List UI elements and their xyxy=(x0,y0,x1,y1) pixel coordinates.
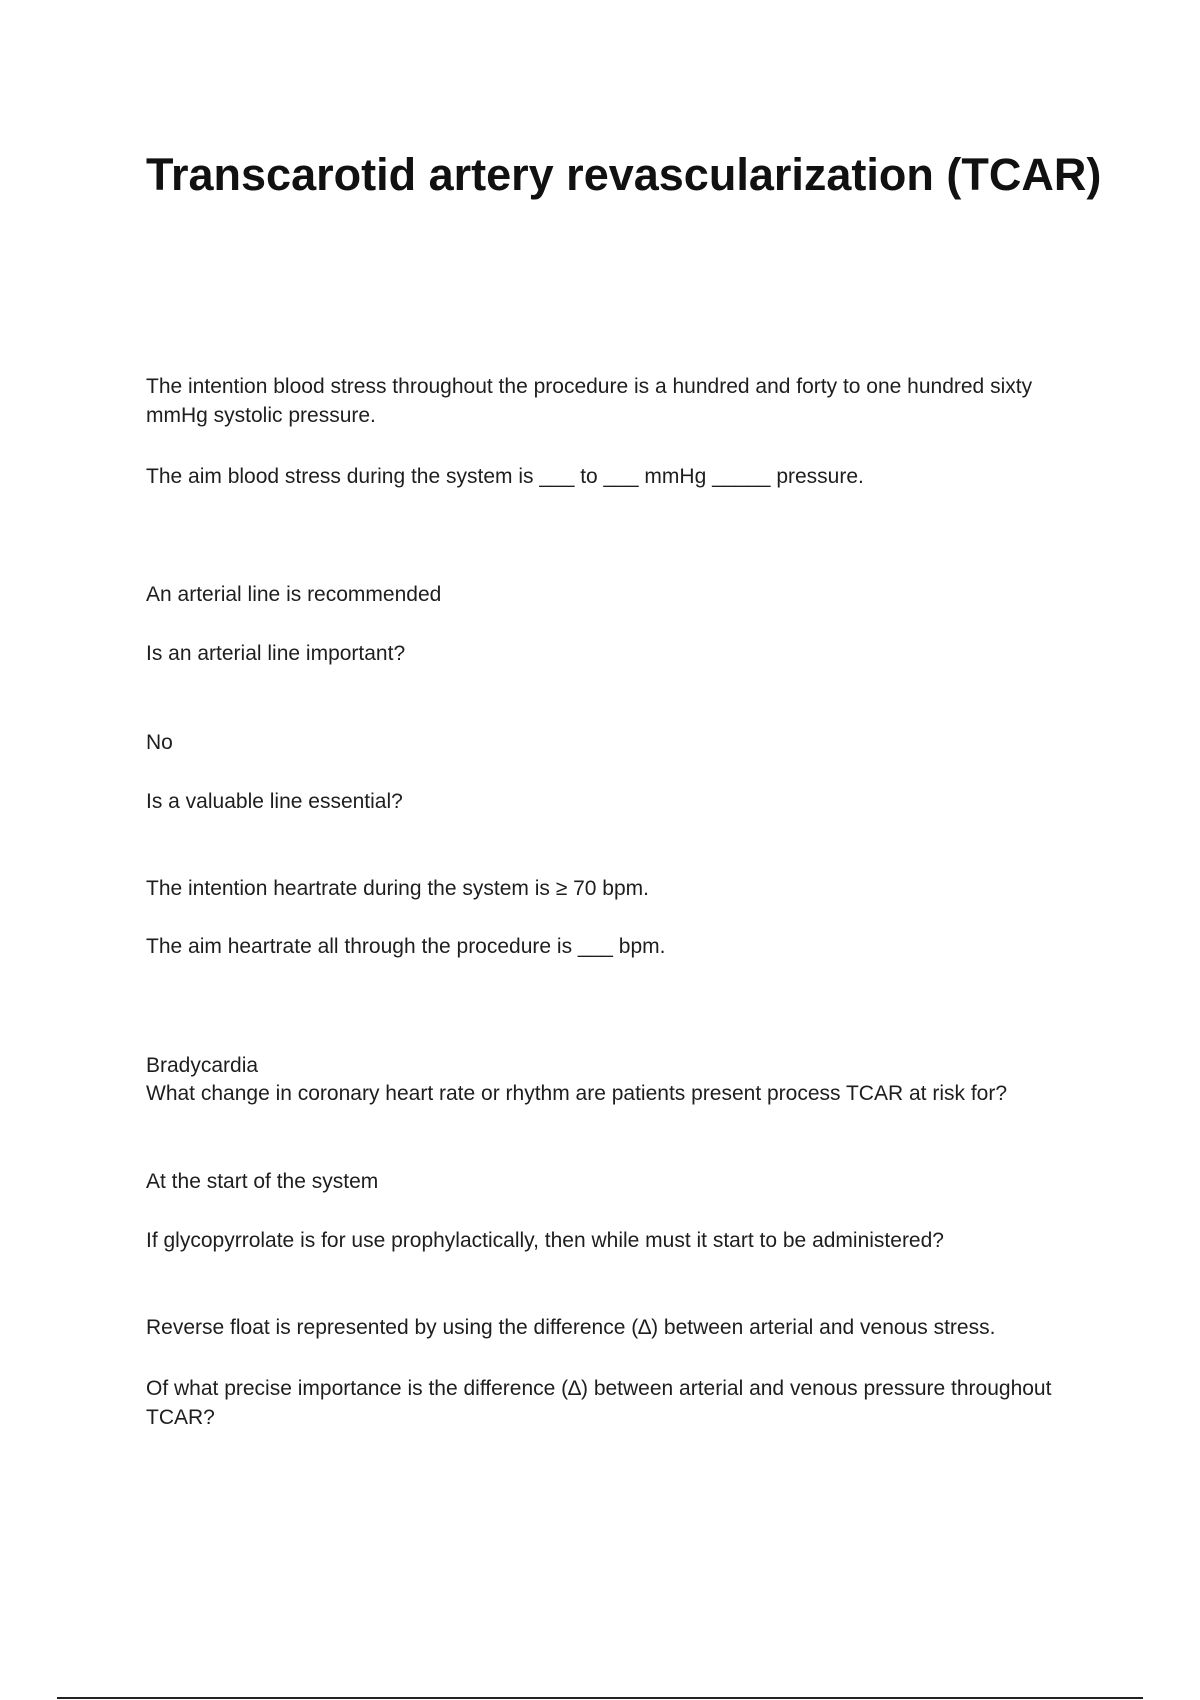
question-text: If glycopyrrolate is for use prophylactically, then while must it start to be administered? xyxy=(146,1229,944,1252)
question-text: Of what precise importance is the difference (∆) between arterial and venous pressure throughout TCAR? xyxy=(146,1377,1052,1429)
answer-text: At the start of the system xyxy=(146,1170,379,1193)
answer-text: The intention blood stress throughout the procedure is a hundred and forty to one hundred sixty mmHg systolic pressure. xyxy=(146,375,1033,427)
question-text: The aim heartrate all through the procedure is ___ bpm. xyxy=(146,935,666,958)
answer-text: Bradycardia xyxy=(146,1054,259,1077)
page-title: Transcarotid artery revascularization (TCAR) xyxy=(146,149,1102,200)
answer-text: No xyxy=(146,731,173,754)
answer-text: The intention heartrate during the system is ≥ 70 bpm. xyxy=(146,877,649,900)
question-text: Is a valuable line essential? xyxy=(146,790,403,813)
question-text: What change in coronary heart rate or rhythm are patients present process TCAR at risk for? xyxy=(146,1082,1007,1105)
question-text: The aim blood stress during the system is ___ to ___ mmHg _____ pressure. xyxy=(146,465,864,488)
answer-text: An arterial line is recommended xyxy=(146,583,442,606)
page-bottom-divider xyxy=(57,1697,1143,1699)
question-text: Is an arterial line important? xyxy=(146,642,406,665)
answer-text: Reverse float is represented by using the difference (∆) between arterial and venous stress. xyxy=(146,1316,996,1339)
